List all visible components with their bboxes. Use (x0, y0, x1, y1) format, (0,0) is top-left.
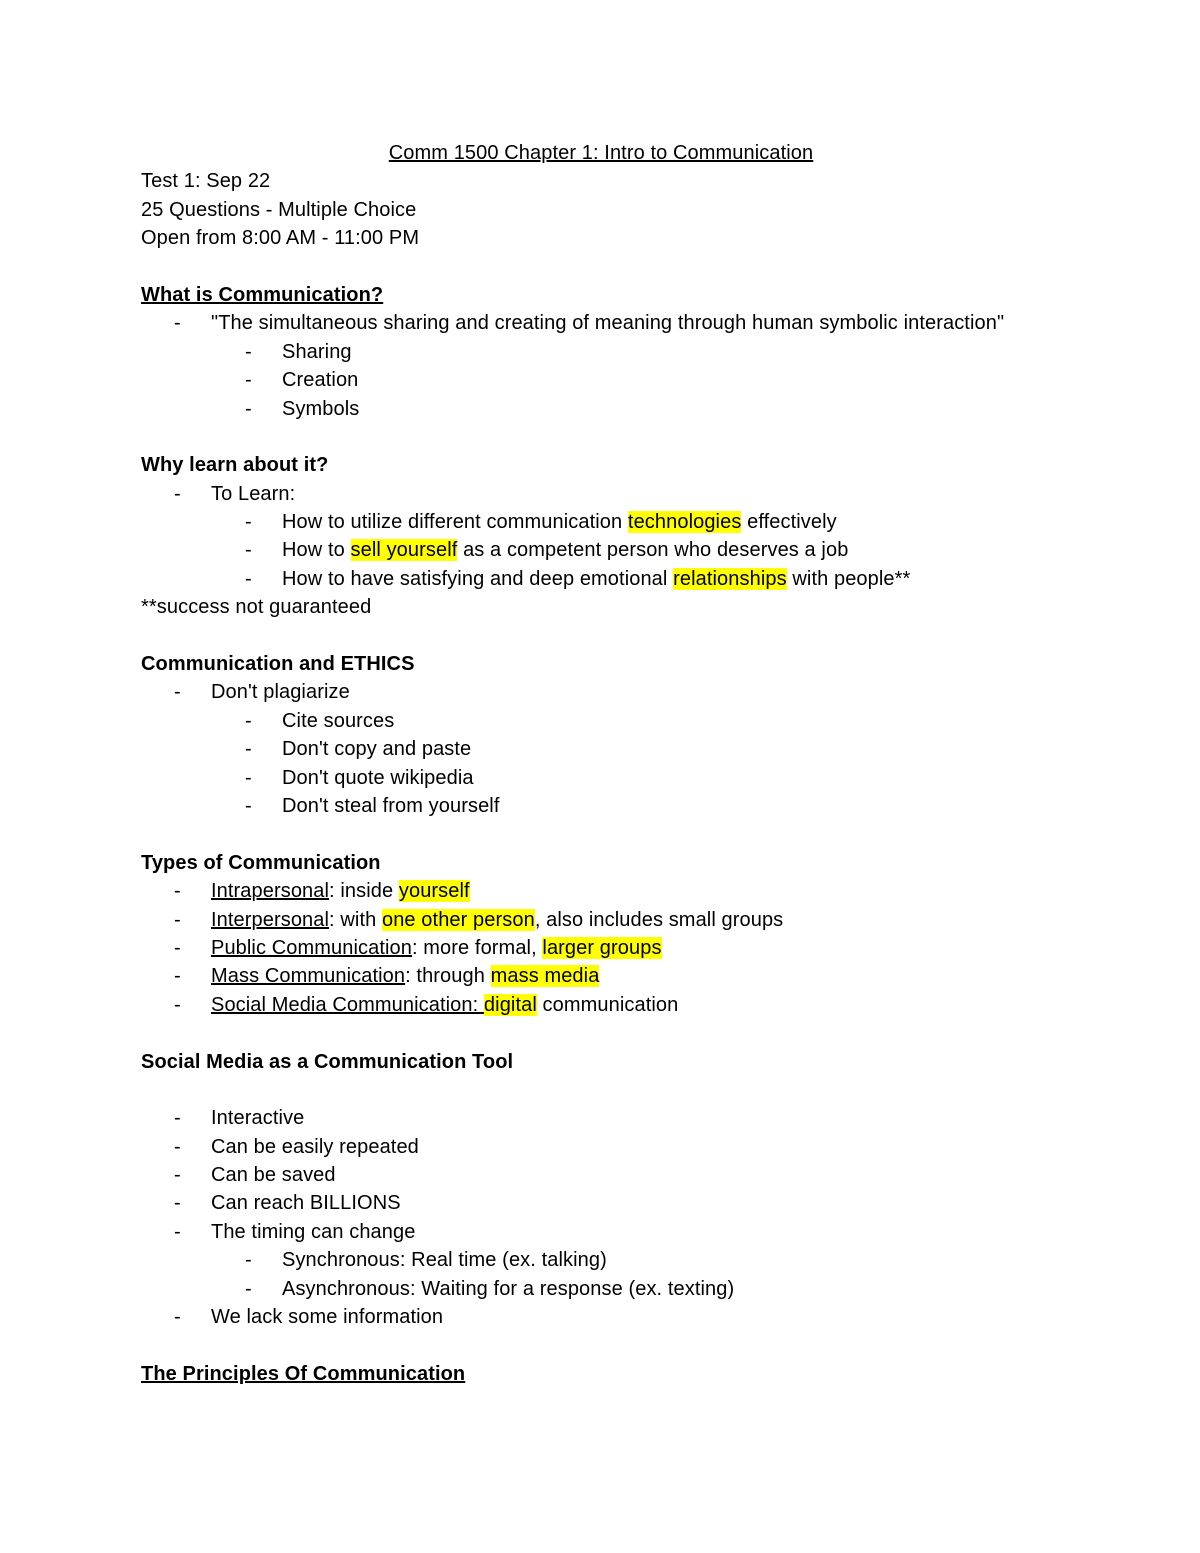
bullet-dash: - (245, 539, 252, 562)
bullet-dash: - (245, 1249, 252, 1272)
bullet-dash: - (174, 1135, 181, 1158)
list-item-text: Don't plagiarize (211, 681, 350, 704)
bullet-dash: - (174, 936, 181, 959)
list-item-text: Sharing (282, 340, 352, 363)
bullet-dash: - (245, 397, 252, 420)
list-item-text: with people** (786, 567, 911, 590)
document-title: Comm 1500 Chapter 1: Intro to Communication (388, 142, 814, 164)
list-item-text: The timing can change (211, 1220, 416, 1243)
document-body (141, 139, 1061, 1388)
bullet-dash: - (174, 880, 181, 903)
bullet-dash: - (245, 369, 252, 392)
list-item (141, 877, 1061, 905)
spacer (141, 423, 1061, 451)
list-item-text: Don't copy and paste (282, 738, 472, 761)
bullet-dash: - (174, 1220, 181, 1243)
list-item-text: effectively (741, 511, 837, 534)
bullet-dash: - (174, 1107, 181, 1130)
list-item-text: : with (329, 908, 382, 931)
list-item (141, 338, 1061, 366)
spacer (141, 1331, 1061, 1359)
list-item-text: Interactive (211, 1107, 305, 1130)
list-item (141, 565, 1061, 593)
section-heading-what-is-communication: What is Communication? (141, 283, 384, 306)
bullet-dash: - (174, 1164, 181, 1187)
list-item (141, 678, 1061, 706)
list-item (141, 1189, 1061, 1217)
list-item-text: Don't steal from yourself (282, 794, 500, 817)
list-item (141, 1133, 1061, 1161)
list-item-text: How to (282, 539, 351, 562)
definition-text: "The simultaneous sharing and creating of meaning through human symbolic interaction" (211, 312, 1005, 335)
spacer (141, 622, 1061, 650)
list-item-text: Creation (282, 369, 359, 392)
spacer (141, 1019, 1061, 1047)
list-item (141, 991, 1061, 1019)
list-item (141, 735, 1061, 763)
list-item (141, 906, 1061, 934)
list-item (141, 1161, 1061, 1189)
list-item-text: as a competent person who deserves a job (457, 539, 849, 562)
spacer (141, 1076, 1061, 1104)
spacer (141, 253, 1061, 281)
highlighted-text: sell yourself (350, 539, 458, 562)
highlighted-text: relationships (673, 567, 787, 590)
list-item-text: Synchronous: Real time (ex. talking) (282, 1249, 607, 1272)
bullet-dash: - (174, 1306, 181, 1329)
list-item-text: We lack some information (211, 1306, 444, 1329)
list-item-text: Cite sources (282, 709, 395, 732)
list-item-text: communication (536, 993, 679, 1016)
list-item-text: Symbols (282, 397, 360, 420)
type-term: Public Communication (211, 936, 412, 959)
list-item (141, 366, 1061, 394)
list-item-text: Asynchronous: Waiting for a response (ex. texting) (282, 1277, 735, 1300)
highlighted-text: yourself (398, 880, 470, 903)
bullet-dash: - (245, 738, 252, 761)
list-item-text: : inside (329, 880, 399, 903)
list-item-text: Can reach BILLIONS (211, 1192, 401, 1215)
list-item (141, 395, 1061, 423)
list-item-text: Can be easily repeated (211, 1135, 419, 1158)
bullet-dash: - (245, 766, 252, 789)
section-heading-why-learn: Why learn about it? (141, 454, 329, 477)
bullet-dash: - (245, 1277, 252, 1300)
highlighted-text: technologies (627, 511, 742, 534)
list-item (141, 1104, 1061, 1132)
type-term: Intrapersonal (211, 880, 330, 903)
bullet-dash: - (245, 567, 252, 590)
bullet-dash: - (174, 993, 181, 1016)
list-item-text: Don't quote wikipedia (282, 766, 474, 789)
section-heading-social-media: Social Media as a Communication Tool (141, 1050, 514, 1073)
bullet-dash: - (174, 681, 181, 704)
type-term: Social Media Communication: (211, 993, 484, 1016)
type-term: Mass Communication (211, 965, 406, 988)
bullet-dash: - (174, 908, 181, 931)
spacer (141, 820, 1061, 848)
open-hours: Open from 8:00 AM - 11:00 PM (141, 227, 420, 250)
section-heading-principles: The Principles Of Communication (141, 1362, 466, 1385)
bullet-dash: - (174, 965, 181, 988)
bullet-dash: - (245, 709, 252, 732)
footnote: **success not guaranteed (141, 596, 372, 619)
list-item (141, 1246, 1061, 1274)
list-item (141, 480, 1061, 508)
list-item (141, 934, 1061, 962)
highlighted-text: larger groups (542, 936, 662, 959)
list-item-text: How to have satisfying and deep emotional (282, 567, 674, 590)
list-item (141, 962, 1061, 990)
bullet-dash: - (245, 794, 252, 817)
section-heading-types: Types of Communication (141, 851, 381, 874)
list-item-text: To Learn: (211, 482, 296, 505)
list-item-text: , also includes small groups (534, 908, 784, 931)
list-item-text: How to utilize different communication (282, 511, 628, 534)
test-date: Test 1: Sep 22 (141, 170, 271, 193)
bullet-dash: - (245, 511, 252, 534)
bullet-dash: - (245, 340, 252, 363)
section-heading-ethics: Communication and ETHICS (141, 653, 415, 676)
list-item (141, 764, 1061, 792)
bullet-dash: - (174, 1192, 181, 1215)
list-item (141, 1275, 1061, 1303)
bullet-dash: - (174, 312, 181, 335)
highlighted-text: one other person (381, 908, 535, 931)
bullet-dash: - (174, 482, 181, 505)
list-item (141, 508, 1061, 536)
list-item (141, 1303, 1061, 1331)
list-item (141, 309, 1061, 337)
list-item-text: : through (405, 965, 491, 988)
list-item (141, 1218, 1061, 1246)
list-item (141, 792, 1061, 820)
type-term: Interpersonal (211, 908, 330, 931)
highlighted-text: mass media (490, 965, 600, 988)
question-count: 25 Questions - Multiple Choice (141, 198, 417, 221)
list-item (141, 536, 1061, 564)
highlighted-text: digital (483, 993, 537, 1016)
list-item-text: : more formal, (411, 936, 543, 959)
list-item (141, 707, 1061, 735)
list-item-text: Can be saved (211, 1164, 336, 1187)
